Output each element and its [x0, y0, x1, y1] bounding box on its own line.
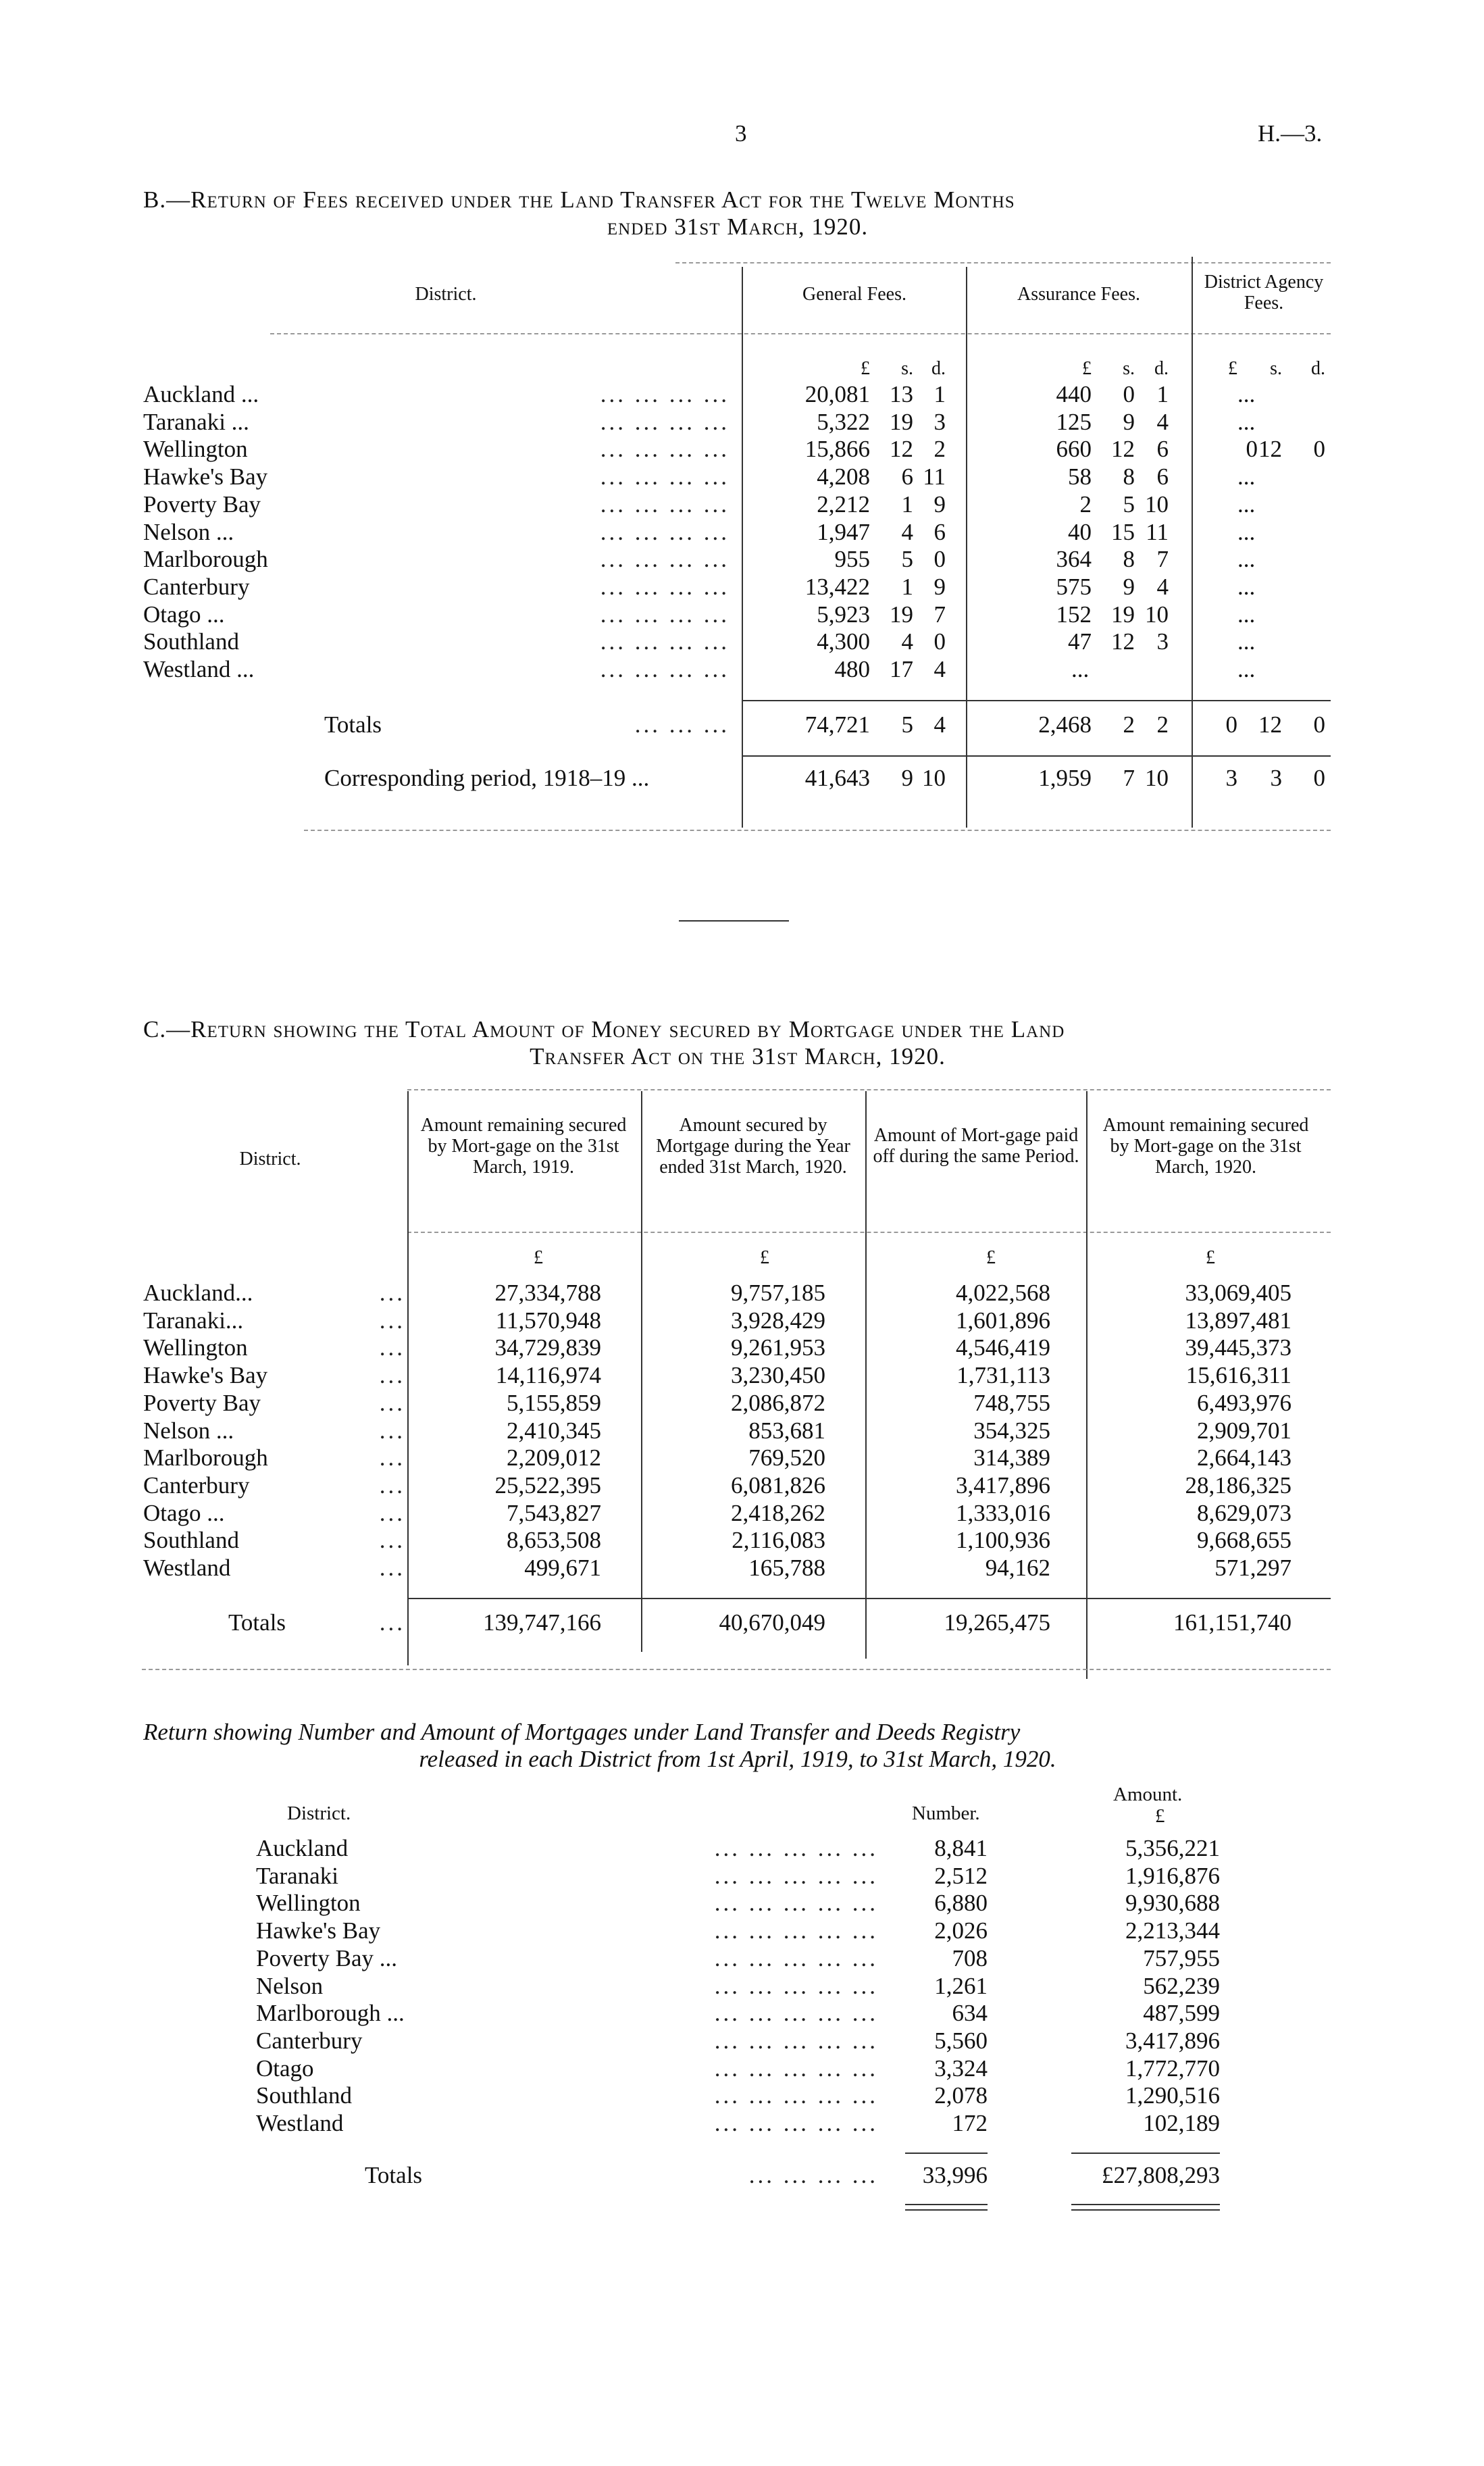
mortgage-amount: 1,290,516 — [1125, 2082, 1220, 2109]
total-remaining-1919: 139,747,166 — [483, 1609, 601, 1636]
amount-secured: 2,116,083 — [732, 1527, 825, 1554]
previous-agency-pounds: 3 — [1225, 765, 1237, 791]
general-fee-pence: 1 — [933, 381, 946, 407]
dot-leader: ... ... ... ... — [600, 381, 730, 407]
general-fee-pounds: 1,947 — [817, 518, 870, 545]
amount-remaining-1919: 27,334,788 — [494, 1280, 601, 1306]
dot-leader: ... ... ... ... ... — [714, 1890, 878, 1917]
amount-secured: 2,418,262 — [731, 1499, 825, 1526]
unit-label: d. — [1154, 358, 1169, 379]
fees-header-district: District. — [415, 284, 477, 305]
assurance-fee-pence: 6 — [1156, 436, 1169, 463]
dot-leader: ... — [379, 1609, 405, 1636]
previous-assurance-shillings: 7 — [1123, 765, 1135, 791]
mortgage-amount: 3,417,896 — [1125, 2027, 1220, 2054]
amount-remaining-1920: 13,897,481 — [1185, 1307, 1291, 1334]
amount-paid-off: 314,389 — [973, 1444, 1050, 1471]
fees-title-line2: ended 31st March, 1920. — [607, 213, 869, 240]
general-fee-pounds: 13,422 — [804, 573, 870, 600]
general-fee-pounds: 4,300 — [817, 628, 870, 655]
assurance-fee-pence: 1 — [1156, 381, 1169, 407]
general-fee-pence: 0 — [933, 628, 946, 655]
amount-remaining-1919: 14,116,974 — [495, 1362, 601, 1389]
mortgage-title-line2: Transfer Act on the 31st March, 1920. — [530, 1043, 946, 1070]
district-name: Southland — [143, 1527, 239, 1554]
assurance-fee-empty: ... — [1071, 656, 1090, 682]
amount-paid-off: 4,022,568 — [956, 1280, 1050, 1306]
district-name: Otago ... — [143, 1499, 225, 1526]
amount-remaining-1920: 2,909,701 — [1197, 1417, 1291, 1444]
agency-fee-empty: ... — [1237, 573, 1256, 600]
district-name: Taranaki ... — [143, 408, 249, 435]
dot-leader: ... — [379, 1555, 405, 1581]
agency-fee-empty: ... — [1237, 628, 1256, 655]
dot-leader: ... — [379, 1471, 405, 1499]
mortgage-header-secured: Amount secured by Mortgage during the Year ended 31st March, 1920. — [656, 1115, 850, 1178]
amount-remaining-1919: 2,410,345 — [507, 1417, 601, 1444]
amount-secured: 165,788 — [748, 1555, 825, 1581]
unit-label: d. — [1311, 358, 1325, 379]
general-fee-pounds: 2,212 — [817, 490, 870, 518]
assurance-fee-shillings: 19 — [1111, 601, 1135, 628]
assurance-fee-pounds: 364 — [1056, 546, 1092, 573]
amount-secured: 853,681 — [748, 1417, 825, 1444]
assurance-fee-pence: 4 — [1156, 573, 1169, 600]
amount-paid-off: 1,333,016 — [956, 1499, 1050, 1526]
agency-fee-empty: ... — [1237, 490, 1256, 518]
amount-secured: 2,086,872 — [731, 1389, 825, 1416]
amount-secured: 9,261,953 — [731, 1334, 825, 1361]
amount-secured: 9,757,185 — [731, 1280, 825, 1306]
district-name: Otago ... — [143, 601, 225, 628]
general-fee-shillings: 19 — [890, 408, 913, 435]
general-fee-pounds: 4,208 — [817, 463, 870, 490]
dot-leader: ... — [379, 1389, 405, 1416]
mortgage-amount: 562,239 — [1143, 1972, 1220, 1999]
assurance-fee-shillings: 8 — [1123, 546, 1135, 573]
amount-remaining-1920: 28,186,325 — [1185, 1471, 1291, 1499]
amount-paid-off: 94,162 — [985, 1555, 1050, 1581]
amount-remaining-1920: 33,069,405 — [1185, 1280, 1291, 1306]
amount-remaining-1919: 8,653,508 — [507, 1527, 601, 1554]
assurance-fee-pence: 4 — [1156, 408, 1169, 435]
dot-leader: ... — [379, 1362, 405, 1389]
dot-leader: ... ... ... ... ... — [714, 1972, 878, 1999]
general-fee-pence: 11 — [923, 463, 946, 490]
assurance-fee-pounds: 440 — [1056, 381, 1092, 407]
unit-label: s. — [1123, 358, 1135, 379]
dot-leader: ... ... ... ... ... — [714, 2082, 878, 2109]
fees-title-line1: B.—Return of Fees received under the Land Transfer Act for the Twelve Months — [143, 186, 1015, 213]
general-fee-pounds: 480 — [834, 656, 870, 682]
district-name: Taranaki — [256, 1862, 338, 1889]
released-title-line1: Return showing Number and Amount of Mortgages under Land Transfer and Deeds Registry — [143, 1719, 1021, 1745]
previous-period-label: Corresponding period, 1918–19 ... — [324, 765, 650, 791]
district-name: Southland — [143, 628, 239, 655]
general-fee-shillings: 5 — [901, 546, 913, 573]
mortgage-amount: 102,189 — [1143, 2110, 1220, 2136]
general-fee-shillings: 19 — [890, 601, 913, 628]
released-header-unit: £ — [1155, 1805, 1165, 1827]
total-remaining-1920: 161,151,740 — [1173, 1609, 1291, 1636]
amount-paid-off: 1,100,936 — [956, 1527, 1050, 1554]
district-name: Westland ... — [143, 656, 255, 682]
general-fee-shillings: 17 — [890, 656, 913, 682]
fees-header-assurance: Assurance Fees. — [1017, 284, 1140, 305]
dot-leader: ... ... ... ... ... — [714, 2055, 878, 2082]
total-agency-pounds: 0 — [1225, 711, 1237, 738]
district-name: Hawke's Bay — [143, 1362, 268, 1389]
mortgage-count: 2,078 — [934, 2082, 988, 2109]
dot-leader: ... ... ... ... — [600, 628, 730, 655]
general-fee-pence: 2 — [933, 436, 946, 463]
assurance-fee-pence: 7 — [1156, 546, 1169, 573]
agency-fee-empty: ... — [1237, 518, 1256, 545]
assurance-fee-shillings: 8 — [1123, 463, 1135, 490]
assurance-fee-shillings: 0 — [1123, 381, 1135, 407]
district-name: Auckland ... — [143, 381, 259, 407]
mortgage-header-remaining-1919: Amount remaining secured by Mort-gage on the 31st March, 1919. — [420, 1115, 627, 1178]
mortgage-amount: 2,213,344 — [1125, 1917, 1220, 1944]
unit-label: s. — [1270, 358, 1282, 379]
mortgage-count: 8,841 — [934, 1835, 988, 1861]
general-fee-pounds: 5,322 — [817, 408, 870, 435]
assurance-fee-shillings: 12 — [1111, 628, 1135, 655]
amount-remaining-1920: 8,629,073 — [1197, 1499, 1291, 1526]
amount-remaining-1920: 15,616,311 — [1185, 1362, 1291, 1389]
general-fee-pence: 3 — [933, 408, 946, 435]
dot-leader: ... — [379, 1334, 405, 1361]
general-fee-pence: 9 — [933, 573, 946, 600]
mortgage-count: 2,512 — [934, 1862, 988, 1889]
general-fee-pence: 6 — [933, 518, 946, 545]
previous-assurance-pence: 10 — [1145, 765, 1169, 791]
mortgage-count: 2,026 — [934, 1917, 988, 1944]
previous-assurance-pounds: 1,959 — [1038, 765, 1092, 791]
district-name: Taranaki... — [143, 1307, 244, 1334]
district-name: Poverty Bay ... — [256, 1944, 398, 1971]
assurance-fee-pounds: 660 — [1056, 436, 1092, 463]
agency-fee-empty: ... — [1237, 656, 1256, 682]
district-name: Nelson — [256, 1972, 324, 1999]
dot-leader: ... ... ... ... — [600, 601, 730, 628]
unit-label: £ — [534, 1247, 543, 1268]
dot-leader: ... ... ... ... — [600, 656, 730, 682]
dot-leader: ... ... ... ... — [600, 518, 730, 545]
district-name: Marlborough — [143, 546, 268, 573]
assurance-fee-pounds: 40 — [1068, 518, 1092, 545]
amount-paid-off: 748,755 — [973, 1389, 1050, 1416]
agency-fee-empty: ... — [1237, 546, 1256, 573]
dot-leader: ... — [379, 1307, 405, 1334]
district-name: Auckland... — [143, 1280, 253, 1306]
district-name: Wellington — [143, 436, 248, 463]
assurance-fee-shillings: 5 — [1123, 490, 1135, 518]
amount-remaining-1920: 39,445,373 — [1185, 1334, 1291, 1361]
agency-fee-pounds: 0 — [1246, 436, 1258, 463]
total-agency-shillings: 12 — [1258, 711, 1282, 738]
mortgage-count: 708 — [952, 1944, 988, 1971]
dot-leader: ... ... ... ... — [600, 573, 730, 600]
total-agency-pence: 0 — [1313, 711, 1325, 738]
amount-paid-off: 354,325 — [973, 1417, 1050, 1444]
assurance-fee-pounds: 575 — [1056, 573, 1092, 600]
mortgage-header-paid-off: Amount of Mort-gage paid off during the same Period. — [873, 1125, 1079, 1167]
district-name: Westland — [143, 1555, 231, 1581]
dot-leader: ... — [379, 1444, 405, 1471]
mortgage-amount: 1,772,770 — [1125, 2055, 1220, 2082]
mortgage-count: 5,560 — [934, 2027, 988, 2054]
assurance-fee-pounds: 152 — [1056, 601, 1092, 628]
dot-leader: ... ... ... ... ... — [714, 1917, 878, 1944]
amount-remaining-1919: 25,522,395 — [494, 1471, 601, 1499]
mortgage-amount: 9,930,688 — [1125, 1890, 1220, 1917]
dot-leader: ... — [379, 1417, 405, 1444]
agency-fee-pence: 0 — [1313, 436, 1325, 463]
amount-secured: 6,081,826 — [731, 1471, 825, 1499]
dot-leader: ... ... ... ... — [600, 546, 730, 573]
dot-leader: ... — [379, 1527, 405, 1554]
amount-secured: 3,230,450 — [731, 1362, 825, 1389]
dot-leader: ... ... ... ... — [600, 436, 730, 463]
fees-header-general: General Fees. — [802, 284, 906, 305]
dot-leader: ... ... ... — [634, 711, 730, 738]
amount-paid-off: 4,546,419 — [956, 1334, 1050, 1361]
general-fee-shillings: 13 — [890, 381, 913, 407]
total-general-shillings: 5 — [901, 711, 913, 738]
total-general-pence: 4 — [933, 711, 946, 738]
district-name: Southland — [256, 2082, 352, 2109]
previous-general-shillings: 9 — [901, 765, 913, 791]
total-assurance-pounds: 2,468 — [1038, 711, 1092, 738]
dot-leader: ... ... ... ... ... — [714, 2027, 878, 2054]
totals-label: Totals — [365, 2162, 423, 2188]
page-number: 3 — [735, 120, 747, 147]
district-name: Poverty Bay — [143, 1389, 261, 1416]
agency-fee-empty: ... — [1237, 601, 1256, 628]
amount-remaining-1919: 34,729,839 — [494, 1334, 601, 1361]
mortgage-amount: 757,955 — [1143, 1944, 1220, 1971]
district-name: Marlborough — [143, 1444, 268, 1471]
general-fee-shillings: 12 — [890, 436, 913, 463]
assurance-fee-shillings: 12 — [1111, 436, 1135, 463]
dot-leader: ... ... ... ... — [600, 490, 730, 518]
unit-label: £ — [760, 1247, 769, 1268]
total-paid-off: 19,265,475 — [944, 1609, 1050, 1636]
assurance-fee-shillings: 9 — [1123, 408, 1135, 435]
general-fee-pence: 4 — [933, 656, 946, 682]
unit-label: s. — [901, 358, 913, 379]
assurance-fee-pounds: 58 — [1068, 463, 1092, 490]
amount-remaining-1919: 2,209,012 — [507, 1444, 601, 1471]
assurance-fee-shillings: 15 — [1111, 518, 1135, 545]
dot-leader: ... ... ... ... ... — [714, 2000, 878, 2027]
agency-fee-empty: ... — [1237, 408, 1256, 435]
general-fee-pounds: 20,081 — [804, 381, 870, 407]
district-name: Wellington — [143, 1334, 248, 1361]
district-name: Wellington — [256, 1890, 361, 1917]
mortgage-count: 1,261 — [934, 1972, 988, 1999]
totals-label: Totals — [228, 1609, 286, 1636]
amount-secured: 769,520 — [748, 1444, 825, 1471]
general-fee-pounds: 955 — [834, 546, 870, 573]
amount-remaining-1920: 9,668,655 — [1197, 1527, 1291, 1554]
agency-fee-shillings: 12 — [1258, 436, 1282, 463]
previous-agency-shillings: 3 — [1270, 765, 1282, 791]
dot-leader: ... ... ... ... ... — [714, 1835, 878, 1861]
assurance-fee-pounds: 2 — [1079, 490, 1092, 518]
district-name: Nelson ... — [143, 518, 234, 545]
amount-remaining-1919: 5,155,859 — [507, 1389, 601, 1416]
district-name: Canterbury — [256, 2027, 363, 2054]
assurance-fee-pounds: 125 — [1056, 408, 1092, 435]
unit-label: £ — [1228, 358, 1237, 379]
assurance-fee-pence: 6 — [1156, 463, 1169, 490]
district-name: Hawke's Bay — [143, 463, 268, 490]
amount-paid-off: 1,731,113 — [956, 1362, 1050, 1389]
assurance-fee-shillings: 9 — [1123, 573, 1135, 600]
released-title-line2: released in each District from 1st April, 1919, to 31st March, 1920. — [419, 1746, 1056, 1772]
mortgage-amount: 1,916,876 — [1125, 1862, 1220, 1889]
amount-remaining-1919: 7,543,827 — [507, 1499, 601, 1526]
released-header-number: Number. — [912, 1803, 980, 1824]
total-general-pounds: 74,721 — [804, 711, 870, 738]
general-fee-pence: 9 — [933, 490, 946, 518]
document-reference: H.—3. — [1258, 120, 1323, 147]
general-fee-shillings: 1 — [901, 573, 913, 600]
assurance-fee-pence: 11 — [1146, 518, 1169, 545]
general-fee-shillings: 4 — [901, 628, 913, 655]
general-fee-shillings: 4 — [901, 518, 913, 545]
amount-paid-off: 3,417,896 — [956, 1471, 1050, 1499]
dot-leader: ... ... ... ... ... — [714, 2110, 878, 2136]
amount-remaining-1919: 499,671 — [524, 1555, 601, 1581]
general-fee-shillings: 1 — [901, 490, 913, 518]
dot-leader: ... ... ... ... ... — [714, 1944, 878, 1971]
totals-label: Totals — [324, 711, 382, 738]
dot-leader: ... — [379, 1280, 405, 1306]
general-fee-pence: 7 — [933, 601, 946, 628]
dot-leader: ... ... ... ... — [600, 408, 730, 435]
general-fee-pounds: 15,866 — [804, 436, 870, 463]
district-name: Otago — [256, 2055, 314, 2082]
district-name: Westland — [256, 2110, 344, 2136]
district-name: Marlborough ... — [256, 2000, 405, 2027]
unit-label: £ — [1082, 358, 1092, 379]
dot-leader: ... — [379, 1499, 405, 1526]
district-name: Hawke's Bay — [256, 1917, 381, 1944]
assurance-fee-pence: 3 — [1156, 628, 1169, 655]
dot-leader: ... ... ... ... — [748, 2162, 878, 2188]
total-secured: 40,670,049 — [719, 1609, 825, 1636]
previous-general-pence: 10 — [922, 765, 946, 791]
dot-leader: ... ... ... ... — [600, 463, 730, 490]
mortgage-amount: 5,356,221 — [1125, 1835, 1220, 1861]
total-assurance-pence: 2 — [1156, 711, 1169, 738]
mortgage-amount: 487,599 — [1143, 2000, 1220, 2027]
mortgage-header-remaining-1920: Amount remaining secured by Mort-gage on the 31st March, 1920. — [1102, 1115, 1309, 1178]
dot-leader: ... ... ... ... ... — [714, 1862, 878, 1889]
mortgage-count: 3,324 — [934, 2055, 988, 2082]
mortgage-title-line1: C.—Return showing the Total Amount of Money secured by Mortgage under the Land — [143, 1016, 1065, 1042]
previous-general-pounds: 41,643 — [804, 765, 870, 791]
unit-label: £ — [986, 1247, 996, 1268]
district-name: Nelson ... — [143, 1417, 234, 1444]
total-assurance-shillings: 2 — [1123, 711, 1135, 738]
unit-label: £ — [1206, 1247, 1215, 1268]
district-name: Poverty Bay — [143, 490, 261, 518]
fees-header-agency: District Agency Fees. — [1204, 272, 1324, 313]
amount-remaining-1920: 2,664,143 — [1197, 1444, 1291, 1471]
released-header-amount: Amount. — [1113, 1784, 1183, 1805]
mortgage-header-district: District. — [239, 1149, 301, 1169]
amount-paid-off: 1,601,896 — [956, 1307, 1050, 1334]
district-name: Canterbury — [143, 573, 250, 600]
amount-remaining-1920: 571,297 — [1214, 1555, 1291, 1581]
agency-fee-empty: ... — [1237, 381, 1256, 407]
district-name: Auckland — [256, 1835, 349, 1861]
general-fee-pence: 0 — [933, 546, 946, 573]
assurance-fee-pence: 10 — [1145, 601, 1169, 628]
total-amount: £27,808,293 — [1102, 2162, 1220, 2188]
general-fee-shillings: 6 — [901, 463, 913, 490]
amount-secured: 3,928,429 — [731, 1307, 825, 1334]
amount-remaining-1919: 11,570,948 — [495, 1307, 601, 1334]
section-divider — [679, 920, 789, 922]
assurance-fee-pounds: 47 — [1068, 628, 1092, 655]
assurance-fee-pence: 10 — [1145, 490, 1169, 518]
unit-label: d. — [931, 358, 946, 379]
mortgage-count: 6,880 — [934, 1890, 988, 1917]
district-name: Canterbury — [143, 1471, 250, 1499]
mortgage-count: 634 — [952, 2000, 988, 2027]
general-fee-pounds: 5,923 — [817, 601, 870, 628]
released-header-district: District. — [287, 1803, 351, 1824]
agency-fee-empty: ... — [1237, 463, 1256, 490]
amount-remaining-1920: 6,493,976 — [1197, 1389, 1291, 1416]
mortgage-count: 172 — [952, 2110, 988, 2136]
previous-agency-pence: 0 — [1313, 765, 1325, 791]
total-count: 33,996 — [922, 2162, 988, 2188]
unit-label: £ — [861, 358, 870, 379]
